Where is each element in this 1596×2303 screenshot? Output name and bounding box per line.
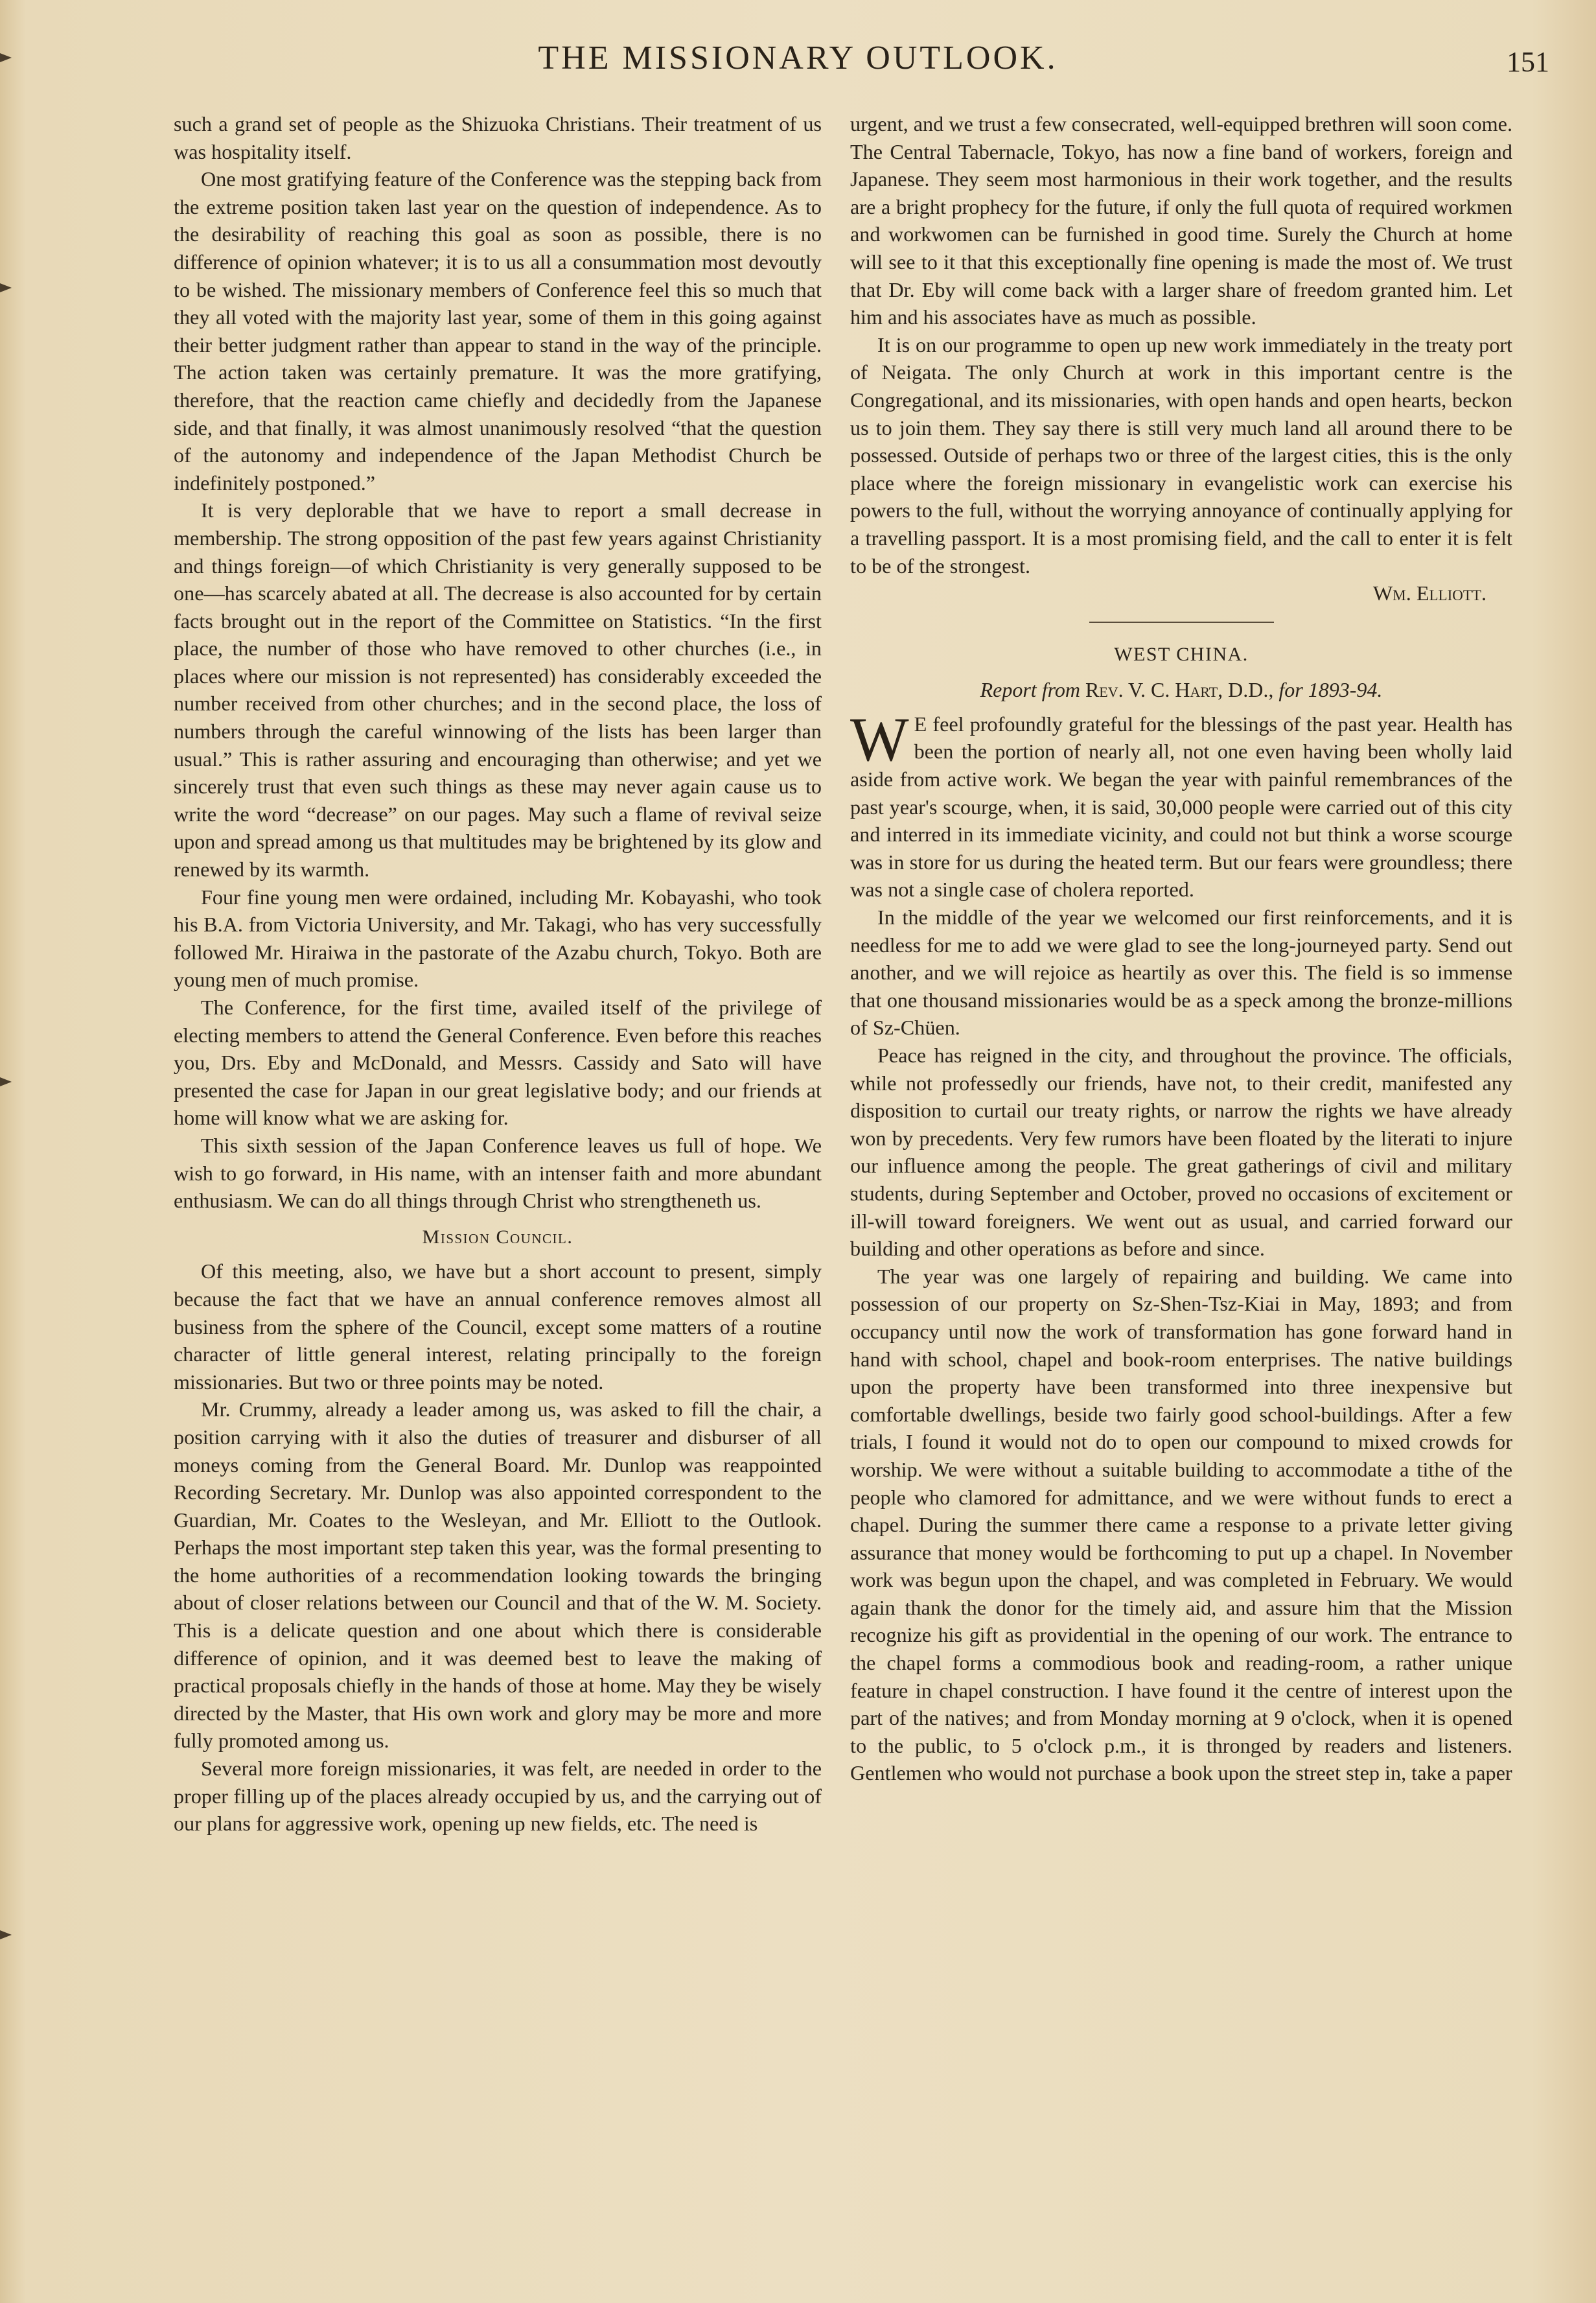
margin-mark [0, 1930, 12, 1939]
drop-cap: W [850, 704, 909, 774]
paragraph [850, 704, 1512, 904]
paragraph: urgent, and we trust a few consecrated, well-equipped brethren will soon come. The Central Tabernacle, Tokyo, has now a fine band of workers, foreign and Japanese. They seem most harmonious in their work together, and the results are a bright prophecy for the future, if only the full quota of required workmen and workwomen can be furnished in good time. Surely the Church at home will see to it that this exceptionally fine opening is made the most of. We trust that Dr. Eby will come back with a larger share of freedom granted him. Let him and his associates have as much as possible. [850, 112, 1512, 329]
paragraph: The year was one largely of repairing and building. We came into possession of our property on Sz-Shen-Tsz-Kiai in May, 1893; and from occupancy until now the work of transformation has gone forward hand in hand with school, chapel and book-room enterprises. The native buildings upon the property have been transformed into three inexpensive but comfortable dwellings, beside two fairly good school-buildings. After a few trials, I found it would not do to open our compound to mixed crowds for worship. We were without a suitable building to accommodate a tithe of the people who clamored for admittance, and we were without funds to erect a chapel. During the summer there came a response to a private letter giving assurance that money would be forthcoming to put up a chapel. In November work was begun upon the chapel, and was completed in February. We would again thank the donor for the timely aid, and assure him that the Mission recognize his gift as providential in the opening of our work. The entrance to the chapel forms a commodious book and reading-room, a rather unique feature in chapel construction. I have found it the centre of interest upon the part of the natives; and from Monday morning at 9 o'clock, when it is opened to the public, to 5 o'clock p.m., it is thronged by readers and listeners. Gentlemen who would not purchase a book upon the street step in, take a paper [850, 1264, 1512, 1785]
paragraph: The Conference, for the first time, availed itself of the privilege of electing members to attend the General Conference. Even before this reaches you, Drs. Eby and McDonald, and Messrs. Cassidy and Sato will have presented the case for Japan in our great legislative body; and our friends at home will know what we are asking for. [174, 996, 822, 1130]
left-column [174, 110, 822, 1838]
section-divider [1089, 622, 1274, 623]
paragraph: It is very deplorable that we have to report a small decrease in membership. The strong opposition of the past few years against Christianity and things foreign—of which Christianity is very generally supposed to be one—has scarcely abated at all. The decrease is also accounted for by certain facts brought out in the report of the Committee on Statistics. “In the first place, the number of those who have removed to other churches (i.e., in places where our mission is not represented) has considerably exceeded the number received from other churches; and in the second place, the loss of numbers through the careful winnowing of the lists has been larger than usual.” This is rather assuring and encouraging than otherwise; and yet we sincerely trust that even such things as these may never again cause us to write the word “decrease” on our pages. May such a flame of revival seize upon and spread among us that multitudes may be brightened by its glow and renewed by its warmth. [174, 498, 822, 882]
paragraph: such a grand set of people as the Shizuoka Christians. Their treatment of us was hospitality itself. [174, 112, 822, 163]
paragraph: Of this meeting, also, we have but a short account to present, simply because the fact that we have an annual conference removes almost all business from the sphere of the Council, except some matters of a routine character of little general interest, relating principally to the foreign missionaries. But two or three points may be noted. [174, 1259, 822, 1394]
paragraph: Several more foreign missionaries, it was felt, are needed in order to the proper filling up of the places already occupied by us, and the carrying out of our plans for aggressive work, opening up new fields, etc. The need is [174, 1757, 822, 1836]
page-number: 151 [1507, 46, 1549, 78]
paragraph-text: E feel profoundly grateful for the blessings of the past year. Health has been the portion of nearly all, not one even having been wholly laid aside from active work. We began the year with painful remembrances of the past year's scourge, when, it is said, 30,000 people were carried out of this city and interred in its immediate vicinity, and could not but think a worse scourge was in store for us during the heated term. But our fears were groundless; there was not a single case of cholera reported. [850, 712, 1512, 902]
report-title-prefix: Report from [980, 678, 1080, 702]
running-title: THE MISSIONARY OUTLOOK. [538, 40, 1058, 76]
paragraph: One most gratifying feature of the Conference was the stepping back from the extreme position taken last year on the question of independence. As to the desirability of reaching this goal as soon as possible, there is no difference of opinion whatever; it is to us all a consummation most devoutly to be wished. The missionary members of Conference feel this so much that they all voted with the majority last year, some of them in this going against their better judgment rather than appear to stand in the way of the principle. The action taken was certainly premature. It was the more gratifying, therefore, that the reaction came chiefly and decidedly from the Japanese side, and that finally, it was almost unanimously resolved “that the question of the autonomy and independence of the Japan Methodist Church be indefinitely postponed.” [174, 167, 822, 495]
right-column [850, 110, 1512, 1787]
margin-mark [0, 1077, 12, 1086]
report-title-author: Rev. V. C. Hart, D.D., [1085, 678, 1274, 702]
paragraph: This sixth session of the Japan Conference leaves us full of hope. We wish to go forward, in His name, with an intenser faith and more abundant enthusiasm. We can do all things through Christ who strengtheneth us. [174, 1133, 822, 1213]
margin-mark [0, 283, 12, 292]
paragraph: It is on our programme to open up new work immediately in the treaty port of Neigata. The only Church at work in this important centre is the Congregational, and its missionaries, with open hands and open hearts, beckon us to join them. They say there is still very much land all around there to be possessed. Outside of perhaps two or three of the largest cities, this is the only place where the foreign missionary in evangelistic work can exercise his powers to the full, without the worrying annoyance of continually applying for a travelling passport. It is a most promising field, and the call to enter it is felt to be of the strongest. [850, 333, 1512, 578]
signature: Wm. Elliott. [1372, 581, 1486, 605]
page-header [0, 39, 1596, 84]
section-heading: Mission Council. [422, 1226, 573, 1248]
paragraph: In the middle of the year we welcomed our first reinforcements, and it is needless for me to add we were glad to see the long-journeyed party. Send out another, and we will rejoice as heartily as over this. The field is so immense that one thousand missionaries would be as a speck among the bronze-millions of Sz-Chüen. [850, 906, 1512, 1040]
report-title-suffix: for 1893-94. [1278, 678, 1383, 702]
report-title [850, 676, 1512, 704]
paragraph: Mr. Crummy, already a leader among us, was asked to fill the chair, a position carrying with it also the duties of treasurer and disburser of all moneys coming from the General Board. Mr. Dunlop was reappointed Recording Secretary. Mr. Dunlop was also appointed correspondent to the Guardian, Mr. Coates to the Wesleyan, and Mr. Elliott to the Outlook. Perhaps the most important step taken this year, was the formal presenting to the home authorities of a recommendation looking towards the bringing about of closer relations between our Council and that of the W. M. Society. This is a delicate question and one about which there is considerable difference of opinion, and it was deemed best to leave the making of practical proposals chiefly in the hands of those at home. May they be wisely directed by the Master, that His own work and glory may be more and more fully promoted among us. [174, 1397, 822, 1753]
paragraph: Four fine young men were ordained, including Mr. Kobayashi, who took his B.A. from Victoria University, and Mr. Takagi, who has very successfully followed Mr. Hiraiwa in the pastorate of the Azabu church, Tokyo. Both are young men of much promise. [174, 885, 822, 992]
paragraph: Peace has reigned in the city, and throughout the province. The officials, while not professedly our friends, have not, to their credit, manifested any disposition to curtail our treaty rights, or narrow the rights we have already won by precedents. Very few rumors have been floated by the literati to injure our influence among the people. The great gatherings of civil and military students, during September and October, proved no occasions of excitement or ill-will toward foreigners. We went out as usual, and carried forward our building and other operations as before and since. [850, 1044, 1512, 1261]
section-heading: WEST CHINA. [1114, 643, 1249, 665]
